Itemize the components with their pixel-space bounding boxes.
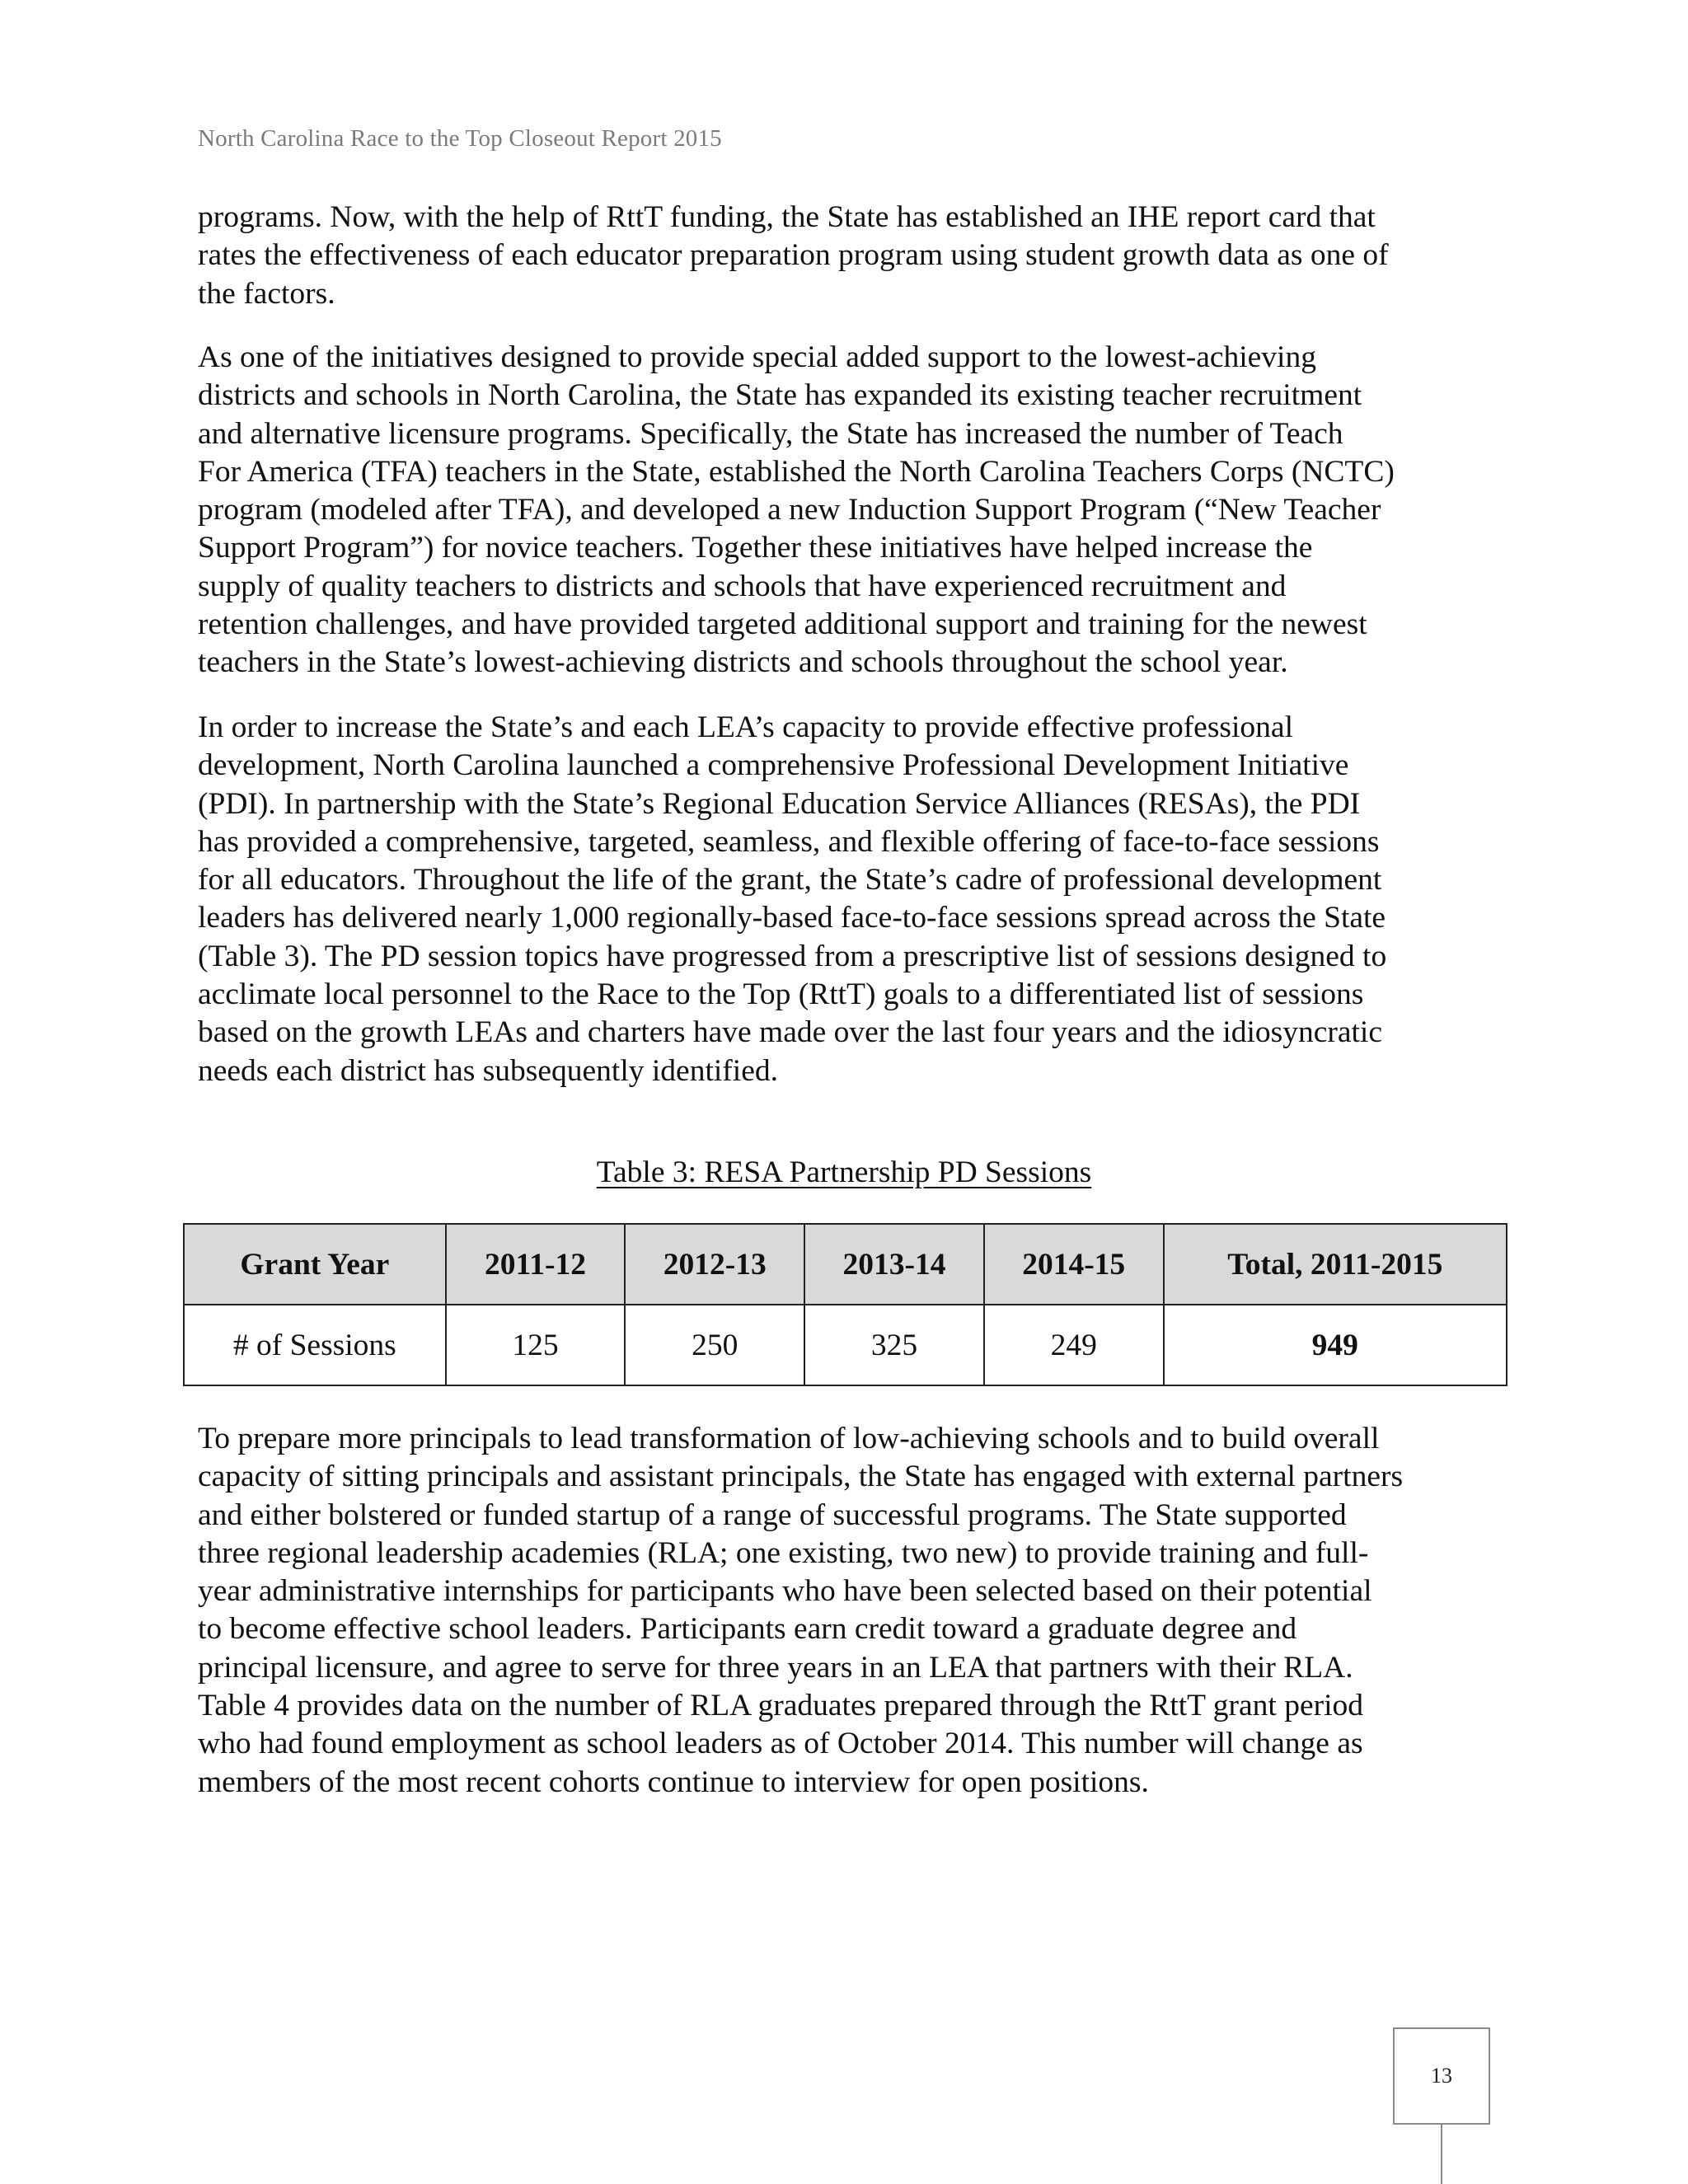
table-header-cell: 2012-13 <box>625 1224 804 1305</box>
table-cell: 325 <box>804 1305 984 1385</box>
paragraph-ihe-report-card <box>198 199 1500 313</box>
paragraph-line: For America (TFA) teachers in the State, established the North Carolina Teachers Corps (NCTC) <box>198 454 1395 489</box>
paragraph-line: the factors. <box>198 276 335 311</box>
table-cell: # of Sessions <box>184 1305 446 1385</box>
paragraph-line: to become effective school leaders. Participants earn credit toward a graduate degree and <box>198 1612 1297 1647</box>
paragraph-line: teachers in the State’s lowest-achieving districts and schools throughout the school year. <box>198 645 1288 680</box>
table-cell: 249 <box>984 1305 1164 1385</box>
table-header-cell: Total, 2011-2015 <box>1164 1224 1507 1305</box>
paragraph-line: programs. Now, with the help of RttT funding, the State has established an IHE report card that <box>198 200 1376 234</box>
paragraph-line: As one of the initiatives designed to provide special added support to the lowest-achieving <box>198 340 1316 374</box>
paragraph-line: capacity of sitting principals and assistant principals, the State has engaged with external partners <box>198 1460 1404 1494</box>
paragraph-line: development, North Carolina launched a comprehensive Professional Development Initiative <box>198 748 1349 783</box>
running-header: North Carolina Race to the Top Closeout Report 2015 <box>198 125 722 152</box>
paragraph-professional-development <box>198 709 1500 1090</box>
paragraph-line: for all educators. Throughout the life of the grant, the State’s cadre of professional development <box>198 863 1382 898</box>
paragraph-line: and either bolstered or funded startup of a range of successful programs. The State supported <box>198 1497 1347 1532</box>
table-row <box>184 1305 1507 1385</box>
paragraph-line: who had found employment as school leaders as of October 2014. This number will change as <box>198 1727 1363 1761</box>
paragraph-line: Support Program”) for novice teachers. Together these initiatives have helped increase the <box>198 531 1313 565</box>
paragraph-line: year administrative internships for participants who have been selected based on their potential <box>198 1574 1372 1609</box>
table-header-cell: 2014-15 <box>984 1224 1164 1305</box>
paragraph-line: has provided a comprehensive, targeted, seamless, and flexible offering of face-to-face sessions <box>198 824 1380 859</box>
table-header-cell: 2011-12 <box>446 1224 626 1305</box>
paragraph-line: retention challenges, and have provided targeted additional support and training for the newest <box>198 607 1367 642</box>
table-cell-total: 949 <box>1164 1305 1507 1385</box>
page-number: 13 <box>1393 2027 1490 2125</box>
paragraph-line: rates the effectiveness of each educator preparation program using student growth data as one of <box>198 238 1389 273</box>
paragraph-line: principal licensure, and agree to serve for three years in an LEA that partners with their RLA. <box>198 1650 1353 1685</box>
table-header-row <box>184 1224 1507 1305</box>
paragraph-leadership-academies <box>198 1420 1500 1802</box>
paragraph-line: and alternative licensure programs. Specifically, the State has increased the number of Teach <box>198 416 1343 451</box>
paragraph-line: (PDI). In partnership with the State’s Regional Education Service Alliances (RESAs), the PDI <box>198 786 1361 821</box>
table-caption <box>0 1154 1688 1192</box>
paragraph-teacher-recruitment <box>198 339 1500 682</box>
paragraph-line: program (modeled after TFA), and developed a new Induction Support Program (“New Teacher <box>198 493 1381 527</box>
paragraph-line: members of the most recent cohorts continue to interview for open positions. <box>198 1765 1149 1799</box>
table-cell: 125 <box>446 1305 626 1385</box>
paragraph-line: acclimate local personnel to the Race to the Top (RttT) goals to a differentiated list of sessions <box>198 977 1364 1012</box>
resa-sessions-table <box>183 1223 1507 1386</box>
page-number-connector <box>1441 2123 1442 2184</box>
paragraph-line: supply of quality teachers to districts and schools that have experienced recruitment and <box>198 569 1287 603</box>
paragraph-line: three regional leadership academies (RLA; one existing, two new) to provide training and full- <box>198 1535 1369 1570</box>
paragraph-line: needs each district has subsequently identified. <box>198 1053 778 1088</box>
paragraph-line: Table 4 provides data on the number of RLA graduates prepared through the RttT grant period <box>198 1689 1363 1723</box>
paragraph-line: districts and schools in North Carolina, the State has expanded its existing teacher recruitment <box>198 378 1362 413</box>
paragraph-line: (Table 3). The PD session topics have progressed from a prescriptive list of sessions designed to <box>198 939 1387 973</box>
paragraph-line: based on the growth LEAs and charters have made over the last four years and the idiosyncratic <box>198 1015 1382 1050</box>
paragraph-line: To prepare more principals to lead transformation of low-achieving schools and to build overall <box>198 1422 1380 1455</box>
table-header-cell: Grant Year <box>184 1224 446 1305</box>
paragraph-line: leaders has delivered nearly 1,000 regionally-based face-to-face sessions spread across the State <box>198 901 1386 935</box>
table-caption-text: Table 3: RESA Partnership PD Sessions <box>596 1155 1092 1189</box>
table-header-cell: 2013-14 <box>804 1224 984 1305</box>
paragraph-line: In order to increase the State’s and each LEA’s capacity to provide effective professional <box>198 710 1293 744</box>
table-cell: 250 <box>625 1305 804 1385</box>
